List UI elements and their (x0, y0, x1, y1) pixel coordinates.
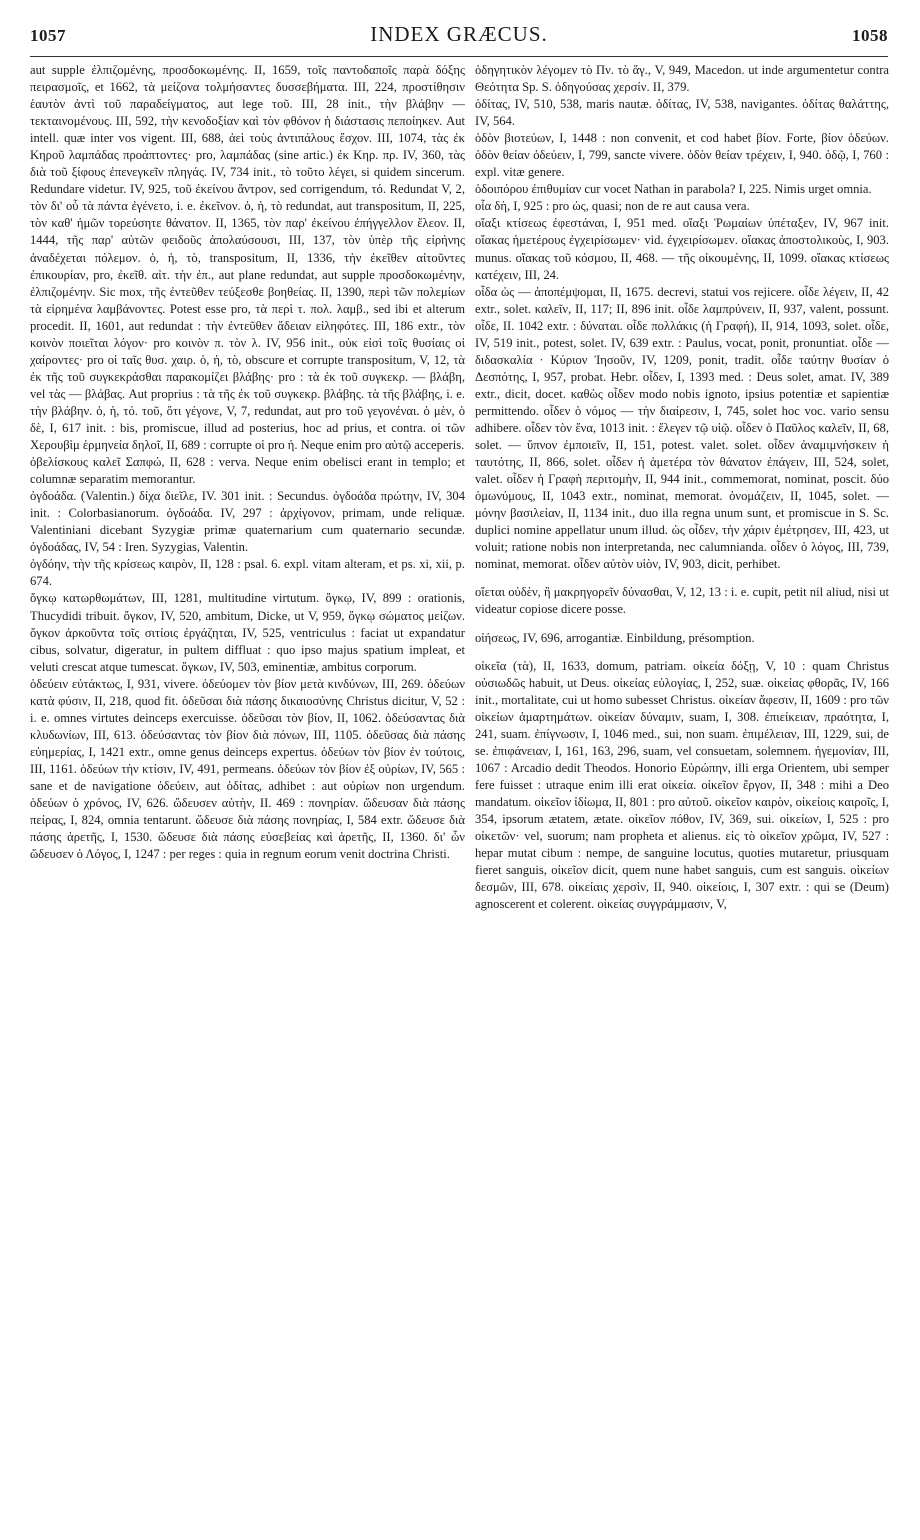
index-entry: οἴαξι κτίσεως ἐφεστάναι, I, 951 med. οἴαξι Ῥωμαίων ὑπέταξεν, IV, 967 init. οἴακας ἡμετέρους ἐγχειρίσωμεν· vid. ἐγχειρίσωμεν. οἴακας ἀποστολικοὺς, I, 903. munus. οἴακας τοῦ κόσμου, II, 468. — τῆς οἰκουμένης, II, 1099. οἴακας κτίσεως κατέχειν, III, 24. (475, 216, 889, 282)
index-entry: ὀγδοάδα. (Valentin.) δίχα διεῖλε, IV. 301 init. : Secundus. ὀγδοάδα πρώτην, IV, 304 init. : Colorbasianorum. ὀγδοάδα. IV, 297 : ἀρχίγονον, primam, unde reliquæ. Valentiniani dicebant Syzygiæ primæ quaternarium cum quaternario secundæ. ὀγδοάδας, IV, 54 : Iren. Syzygias, Valentin. (30, 489, 465, 555)
header-rule (30, 56, 888, 57)
entry-gap (475, 647, 889, 658)
left-page-number: 1057 (30, 26, 66, 45)
index-entry: ὀγδόην, τὴν τῆς κρίσεως καιρὸν, II, 128 : psal. 6. expl. vitam alteram, et ps. xi, xii, p. 674. (30, 557, 465, 589)
entry-gap (475, 573, 889, 584)
index-entry: ὁδεύειν εὐτάκτως, I, 931, vivere. ὁδεύομεν τὸν βίον μετὰ κινδύνων, III, 269. ὁδεύων κατὰ φύσιν, II, 218, quod fit. ὁδεῦσαι διὰ πάσης δικαιοσύνης Christus dicitur, V, 52 : i. e. omnes virtutes deinceps exercuisse. ὁδεῦσαι τὸν βίον, II, 1062. ὁδεύσαντας διὰ κλυδωνίων, III, 613. ὁδεύσαντας τὸν βίον διὰ πόνων, III, 1105. ὁδεῦσας διὰ πάσης εὐημερίας, I, 1421 extr., omne genus deinceps expertus. ὁδεύων τὸν βίον ἐν τούτοις, III, 1161. ὁδεύων τὴν κτίσιν, IV, 491, permeans. ὁδεύων τὸν βίον ἐξ οὐρίων, IV, 565 : sane et de navigatione ὁδεύειν, aut ὁδίτας, adhibet : aut οὐρίων non urgendum. ὁδεύων ὁ χρόνος, IV, 626. ὥδευσεν αὐτὴν, II. 469 : πονηρίαν. ὥδευσαν διὰ πάσης πείρας, I, 824, omnia tentarunt. ὥδευσε διὰ πάσης πονηρίας, I, 584 extr. ὥδευσε διὰ πάσης ἀρετῆς, I, 1530. ὥδευσε διὰ πάσης εὐσεβείας καὶ ἀρετῆς, II, 1360. δι' ὧν ὥδευσεν ὁ Λόγος, I, 1247 : per reges : quia in regnum eorum venit doctrina Christi. (30, 676, 465, 862)
right-column (475, 62, 889, 1522)
index-entry: ὀβελίσκους καλεῖ Σαπφώ, II, 628 : verva. Neque enim obelisci erant in templo; et columnæ separatim memorantur. (30, 455, 465, 487)
right-page-number: 1058 (851, 26, 888, 45)
index-entry: ὁδοιπόρου ἐπιθυμίαν cur vocet Nathan in parabola? I, 225. Nimis urget omnia. (475, 182, 872, 197)
index-entry: ὁδὸν βιοτεύων, I, 1448 : non convenit, et cod habet βίον. Forte, βίον ὁδεύων. ὁδὸν θείαν ὁδεύειν, I, 799, sancte vivere. ὁδὸν θείαν τρέχειν, I, 940. ὁδῷ, I, 760 : expl. vitæ genere. (475, 131, 889, 180)
index-entry: οἴεται οὐδὲν, ἢ μακρηγορεῖν δύνασθαι, V, 12, 13 : i. e. cupit, petit nil aliud, nisi ut videatur copiose dicere posse. (475, 585, 889, 617)
index-entry: ὁδίτας, IV, 510, 538, maris nautæ. ὁδίτας, IV, 538, navigantes. ὁδίτας θαλάττης, IV, 564. (475, 97, 889, 129)
index-entry: ὁδηγητικὸν λέγομεν τὸ Πν. τὸ ἅγ., V, 949, Macedon. ut inde argumentetur contra Θεότητα Sp. S. ὁδηγούσας χερσίν. II, 379. (475, 63, 889, 95)
index-entry: aut supple ἐλπιζομένης, προσδοκωμένης. II, 1659, τοῖς παντοδαποῖς παρὰ δόξης πειρασμοῖς, et 1662, τὰ μείζονα τολμήσαντες δυσσεβήματα. III, 224, προστίθησιν ἑαυτὸν ἀντὶ τοῦ παραδείγματος, aut lege τοῦ. III, 28 init., τὴν βλάβην — τεκταινομένους. III, 592, τὴν κενοδοξίαν καὶ τὸν φθόνον ἡ διάστασις πεποίηκεν. Aut intell. quæ inter vos vigent. III, 688, ἀεὶ τοὺς ἀντιπάλους ἔσχον. III, 1074, τὰς ἐκ Κηροῦ λαμπάδας προάπτοντες· pro, λαμπάδας (sine artic.) ἐκ Κηρ. πρ. IV, 360, τὰς διὰ τοῦ ξίφους ἐπενεγκεῖν πληγάς. IV, 734 init., τὸ τοῦτο λέγει, si quidem sincerum. Redundare videtur. IV, 925, τοῦ ἐκείνου ἄντρον, sed corrigendum, τό. Redundat V, 2, τὸν δι' οὗ τὰ πάντα ἐγένετο, i. e. ἐκεῖνον. ὁ, ἡ, τὸ redundat, aut transpositum, II, 225, τὸν καθ' ἡμῶν τορεύσητε θάνατον. II, 1365, τὸν παρ' ἐκείνου ἐπήγγελλον ἔλεον. II, 1444, τῆς παρ' αὐτῶν φειδοῦς ἀπολαύσουσι, III, 137, τὸν ὑπὲρ τῆς εἰρήνης ἀναδέχεται πόλεμον. ὁ, ἡ, τὸ, transpositum, II, 1336, τὴν ἐκεῖθεν αἰτοῦντες ἐπικουρίαν, pro, ἐκεῖθ. αἰτ. τὴν ἐπ., aut plane redundat, aut supple προσδοκωμένην, ἐλπιζομένην. Sic mox, τῆς ἐντεῦθεν τεύξεσθε βοηθείας. II, 1390, περὶ τῶν πολεμίων τὰ εἰρημένα λαμβάνοντες. Potest esse pro, τὰ περὶ τ. πολ. λαμβ., sed ibi et alterum procedit. II, 1601, aut redundat : τὴν ἐντεῦθεν ἄδειαν εἰληφότες. III, 186 extr., τὸν κοινὸν ποιεῖται λόγον· pro κοινὸν π. τὸν λ. IV, 956 init., οὐκ εἰσὶ τοῖς θυσίαις οἱ χαίροντες· pro οἱ ταῖς θυσ. χαιρ. ὁ, ἡ, τὸ, obscure et corrupte transpositum, V, 12, τὰ ἐκ τῆς τοῦ συγκεκράσθαι παρακομίζει βλάβης· pro : τὰ ἐκ τοῦ συγκεκρ. — βλάβη, vel τὰς — βλάβας. Aut proprius : τὰ τῆς ἐκ τοῦ συγκεκρ. βλάβης. τὰ τῆς βλάβης, i. e. τὴν βλάβην. ὁ, ἡ, τό. τοῦ, ὅτι γέγονε, V, 7, redundat, aut pro τοῦ γεγονέναι. ὁ μὲν, ὁ δὲ, I, 617 init. : bis, promiscue, illud ad posterius, hoc ad prius, et contra. οἱ τῶν Χερουβὶμ ἑρμηνεία δηλοῖ, II, 689 : corrupte οἱ pro ἡ. Neque enim pro αὐτῷ acceperis. (30, 63, 465, 453)
entry-gap (475, 619, 889, 630)
left-column (30, 62, 465, 1522)
index-entry: οἰήσεως, IV, 696, arrogantiæ. Einbildung, présomption. (475, 630, 755, 645)
index-entry: ὄγκῳ κατωρθωμάτων, III, 1281, multitudine virtutum. ὄγκῳ, IV, 899 : orationis, Thucydidi tribuit. ὄγκον, IV, 520, ambitum, Dicke, ut V, 959, ὄγκῳ σώματος μείζων. ὄγκον ἀρκοῦντα τοῖς σιτίοις ἐργάζηται, IV, 525, ventriculus : faciat ut expandatur cibus, solvatur, digeratur, in pultem diffluat : quo ipso majus spatium impleat, et veluti crescat atque tumescat. ὄγκων, IV, 503, eminentiæ, ambitus corporum. (30, 591, 465, 674)
index-entry: οἷα δὴ, I, 925 : pro ὡς, quasi; non de re aut causa vera. (475, 199, 750, 214)
index-entry: οἰκεῖα (τὰ), II, 1633, domum, patriam. οἰκεία δόξῃ, V, 10 : quam Christus οὐσιωδῶς habuit, ut Deus. οἰκείας εὐλογίας, I, 252, suæ. οἰκείας φθορᾶς, IV, 166 init., mortalitate, cui ut homo subesset Christus. οἰκείαν ἄφεσιν, II, 1609 : pro τῶν οἰκείων ἁμαρτημάτων. οἰκείαν δύναμιν, suam, I, 308. ἐπιείκειαν, πραότητα, I, 241, suam. ἐπίγνωσιν, I, 1046 med., sui, non suam. ἐπιμέλειαν, III, 1229, sui, de se. ἐπιφάνειαν, I, 161, 163, 296, suam, vel consuetam, solemnem. ἡγεμονίαν, III, 1067 : Arcadio dedit Theodos. Honorio Εὐρώπην, illi erga Orientem, ubi semper fere fuisset : utraque enim illi erat οἰκεία. οἰκεῖον ἔργον, II, 348 : mihi a Deo mandatum. οἰκεῖον ἰδίωμα, II, 801 : pro αὐτοῦ. οἰκεῖον καιρὸν, οἰκείοις καιροῖς, I, 354, ipsorum ætatem, ætate. οἰκεῖον πόθον, IV, 369, sui. οἰκείων, I, 525 : pro οἰκετῶν· vel, suorum; nam propheta et alienus. εἰς τὸ οἰκεῖον χρῶμα, IV, 527 : hepar mutat cibum : nempe, de sanguine locutus, quoties mutaretur, priusquam fieret sanguis, οἰκεῖον dicit, quem nune habet sanguis, cum est sanguis. οἰκείων δεσμῶν, III, 678. οἰκείαις χερσὶν, II, 940. οἰκείοις, I, 307 extr. : qui se (Deum) agnoscerent et colerent. οἰκείας συγγράμμασιν, V, (475, 658, 889, 912)
running-title: INDEX GRÆCUS. (370, 22, 548, 46)
index-entry: οἶδα ὡς — ἀποπέμψομαι, II, 1675. decrevi, statui vos rejicere. οἶδε λέγειν, II, 42 extr., solet. καλεῖν, II, 117; II, 896 init. οἶδε λαμπρύνειν, II, 937, valent, possunt. οἶδε, II. 1042 extr. : δύναται. οἶδε πολλάκις (ἡ Γραφή), II, 914, 1093, solet. οἶδε, IV, 519 init., potest, solet. IV, 639 extr. : Paulus, vocat, ponit, pronuntiat. οἶδε — διδασκαλία · Κύριον Ἰησοῦν, IV, 1209, ponit, tradit. οἶδε ταύτην θυσίαν ὁ Δεσπότης, I, 957, probat. Hebr. οἶδεν, I, 1393 med. : Deus solet, amat. IV, 389 extr., dicit, docet. καθὼς οἶδεν modo nobis ignoto, ipsius potentiæ et sapientiæ permittendo. οἶδεν ὁ νόμος — τὴν διαίρεσιν, I, 745, solet hoc voc. vario sensu adhibere. οἶδεν τὸν ἕνα, 1013 init. : ἔλεγεν τῷ υἱῷ. οἶδεν ὁ Παῦλος καλεῖν, II, 68, solet. — ὕπνον ἐμποιεῖν, II, 151, potest. valet. solet. οἶδεν ἀναμιμνήσκειν ἡ ταυτότης, II, 866, solet. οἶδεν ἡ ἁμετέρα τὸν θάνατον ἐπάγειν, III, 524, solet, valet. οἶδεν ἡ Γραφὴ περιτομὴν, II, 944 init., commemorat, nominat, poscit. δύο ὁμωνύμους, II, 1043 extr., nominat, memorat. ὀνομάζειν, II, 1045, solet. — μόνην βασιλείαν, II, 1134 init., duo illa regna unum sunt, et promiscue in S. Sc. duplici nomine appellatur unum illud. ὡς οἶδεν, τὴν χάριν ἐμέτρησεν, III, 423, ut voluit; ratione nobis non interpretanda, nec calumnianda. οἶδεν ὁ λόγος, III, 739, nominat, memorat. οἶδεν αὐτὸν υἱὸν, IV, 903, dicit, perhibet. (475, 284, 889, 572)
running-header (30, 22, 888, 52)
